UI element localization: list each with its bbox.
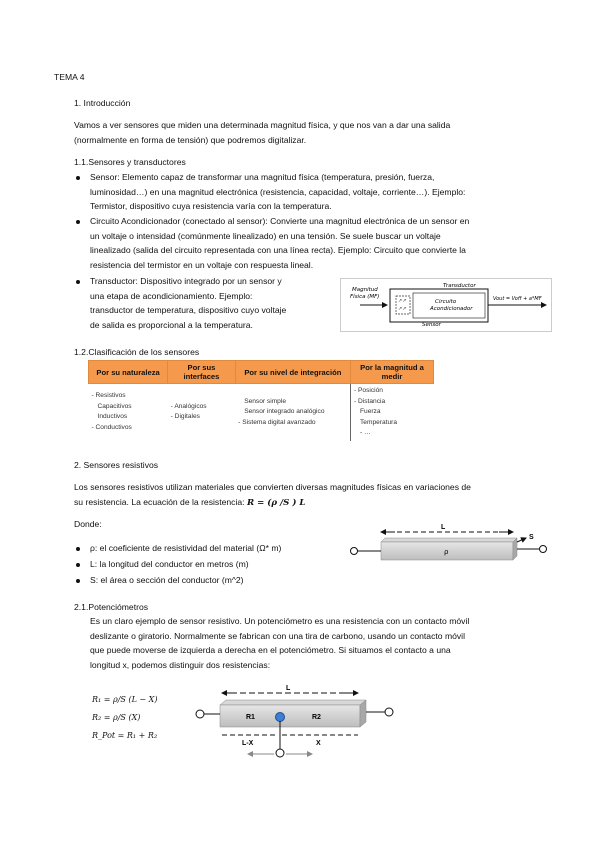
cell-line: - Sistema digital avanzado xyxy=(238,418,316,426)
potentiometer-diagram xyxy=(190,680,405,760)
potentiometer-paragraph xyxy=(90,614,469,672)
text-line xyxy=(74,495,471,511)
text-line: luminosidad…) en una magnitud electrónica (resistencia, capacidad, voltaje, corriente…). Ejemplo: xyxy=(90,186,466,197)
header-cell: Por su nivel de integración xyxy=(235,361,350,384)
section-1-heading: 1. Introducción xyxy=(74,98,131,108)
table-cell xyxy=(235,384,350,441)
intro-paragraph xyxy=(74,118,450,147)
cell-line: - Resistivos xyxy=(91,392,126,400)
donde-label: Donde: xyxy=(74,519,102,529)
cell-line: - Posición xyxy=(354,387,383,394)
sensor-arrows-icon: ↗↗ xyxy=(398,298,407,304)
sensor-definition xyxy=(90,170,465,214)
lx-label: L-X xyxy=(242,740,254,747)
transducer-diagram xyxy=(340,278,552,332)
text-line: deslizante o giratorio. Normalmente se fabrican con una tira de carbono, usando un contacto móvil xyxy=(90,630,465,641)
cell-line: - Distancia xyxy=(354,397,386,405)
conditioner-label-2: Acondicionador xyxy=(430,306,473,312)
page-title: TEMA 4 xyxy=(54,72,85,82)
cell-line: Sensor integrado analógico xyxy=(244,408,325,415)
input-label-1: Magnitud xyxy=(352,287,378,293)
length-label: L xyxy=(286,685,291,692)
bullet-dot xyxy=(76,176,80,180)
section-1-1-heading: 1.1.Sensores y transductores xyxy=(74,157,186,167)
wiper-terminal xyxy=(276,749,284,757)
formula-r2: R₂ = ρ/S (X) xyxy=(92,713,141,722)
text-line: Los sensores resistivos utilizan materiales que convierten diversas magnitudes físicas en variaciones de xyxy=(74,482,471,492)
cell-line: - Analógicos xyxy=(170,402,207,410)
r1-label: R1 xyxy=(246,714,255,721)
resistive-intro xyxy=(74,480,471,510)
section-definition: S: el área o sección del conductor (m^2) xyxy=(90,575,244,585)
bar-top-face xyxy=(220,700,366,705)
r2-label: R2 xyxy=(312,714,321,721)
section-2-1-heading: 2.1.Potenciómetros xyxy=(74,602,149,612)
bar-top-face xyxy=(381,538,517,542)
cell-line: - … xyxy=(360,429,371,436)
text-line: longitud x, podemos distinguir dos resistencias: xyxy=(90,659,271,670)
section-1-2-heading: 1.2.Clasificación de los sensores xyxy=(74,347,200,357)
resistance-equation: R = (ρ /S ) L xyxy=(246,497,306,508)
cell-line: Fuerza xyxy=(360,408,381,415)
length-label: L xyxy=(441,524,446,531)
text-span: su resistencia. La ecuación de la resistencia: xyxy=(74,496,247,507)
cell-line: Capacitivos xyxy=(97,402,132,410)
bullet-dot xyxy=(76,280,80,284)
bullet-dot xyxy=(76,579,80,583)
text-line: que puede moverse de izquierda a derecha en el potenciómetro. Si situamos el contacto a una xyxy=(90,645,451,656)
intro-line: (normalmente en forma de tensión) que podremos digitalizar. xyxy=(74,134,307,145)
section-2-heading: 2. Sensores resistivos xyxy=(74,460,159,470)
classification-table xyxy=(88,360,434,441)
cell-line: Inductivos xyxy=(97,413,128,421)
transducer-definition xyxy=(90,274,286,332)
bullet-dot xyxy=(76,563,80,567)
text-line: una etapa de acondicionamiento. Ejemplo: xyxy=(90,290,253,301)
sensor-label: Sensor xyxy=(422,322,441,328)
rho-definition: ρ: el coeficiente de resistividad del material (Ω* m) xyxy=(90,543,282,553)
cell-line: - Conductivos xyxy=(91,423,132,431)
left-terminal xyxy=(351,548,358,555)
intro-line: Vamos a ver sensores que miden una determinada magnitud física, y que nos van a dar una salida xyxy=(74,120,451,130)
table-cell xyxy=(168,384,236,441)
rho-label: ρ xyxy=(444,548,449,556)
cell-line: Sensor simple xyxy=(244,397,286,405)
bar-side-face xyxy=(513,538,517,560)
text-line: linealizado (salida del circuito representada con una línea recta). Ejemplo: Circuito que convierte la xyxy=(90,245,466,256)
bullet-dot xyxy=(76,220,80,224)
header-cell: Por la magnitud a medir xyxy=(351,361,434,384)
right-terminal xyxy=(385,708,393,716)
section-label: S xyxy=(529,534,534,541)
right-terminal xyxy=(540,546,547,553)
input-label-2: Física (MF) xyxy=(350,294,380,300)
text-line: un voltaje o intensidad (comúnmente linealizado) en una tensión. Se suele buscar un voltaje xyxy=(90,230,441,241)
x-label: X xyxy=(316,740,321,747)
transducer-label: Transductor xyxy=(443,283,476,289)
wiper-contact xyxy=(276,713,285,722)
table-cell xyxy=(89,384,168,441)
text-line: de salida es proporcional a la temperatura. xyxy=(90,319,253,330)
text-line: transductor de temperatura, dispositivo cuyo voltaje xyxy=(90,305,287,316)
conditioner-definition xyxy=(90,214,469,272)
resistive-strip xyxy=(220,705,360,727)
header-cell: Por sus interfaces xyxy=(168,361,236,384)
sensor-arrows-icon: ↗↗ xyxy=(398,306,407,312)
output-label: Vout = Voff + a*MF xyxy=(493,296,542,302)
length-definition: L: la longitud del conductor en metros (m) xyxy=(90,559,249,569)
bullet-dot xyxy=(76,547,80,551)
bar-side-face xyxy=(360,700,366,727)
cell-line: - Digitales xyxy=(170,413,200,421)
formula-rpot: R_Pot = R₁ + R₂ xyxy=(92,731,158,740)
text-line: Transductor: Dispositivo integrado por un sensor y xyxy=(90,276,282,286)
conditioner-label-1: Circuito xyxy=(435,299,457,305)
conductor-diagram xyxy=(345,520,550,570)
text-line: Es un claro ejemplo de sensor resistivo. Un potenciómetro es una resistencia con un contacto móvil xyxy=(90,616,470,626)
text-line: resistencia del termistor en un voltaje con respuesta lineal. xyxy=(90,259,314,270)
left-terminal xyxy=(196,710,204,718)
formula-r1: R₁ = ρ/S (L − X) xyxy=(92,695,158,704)
header-cell: Por su naturaleza xyxy=(89,361,168,384)
text-line: Termistor, dispositivo cuya resistencia varía con la temperatura. xyxy=(90,201,332,212)
table-cell xyxy=(351,384,434,441)
text-line: Sensor: Elemento capaz de transformar una magnitud física (temperatura, presión, fuerza, xyxy=(90,172,435,182)
cell-line: Temperatura xyxy=(360,418,398,426)
section-arrow xyxy=(517,538,526,542)
text-line: Circuito Acondicionador (conectado al sensor): Convierte una magnitud electrónica de un sensor en xyxy=(90,216,470,226)
